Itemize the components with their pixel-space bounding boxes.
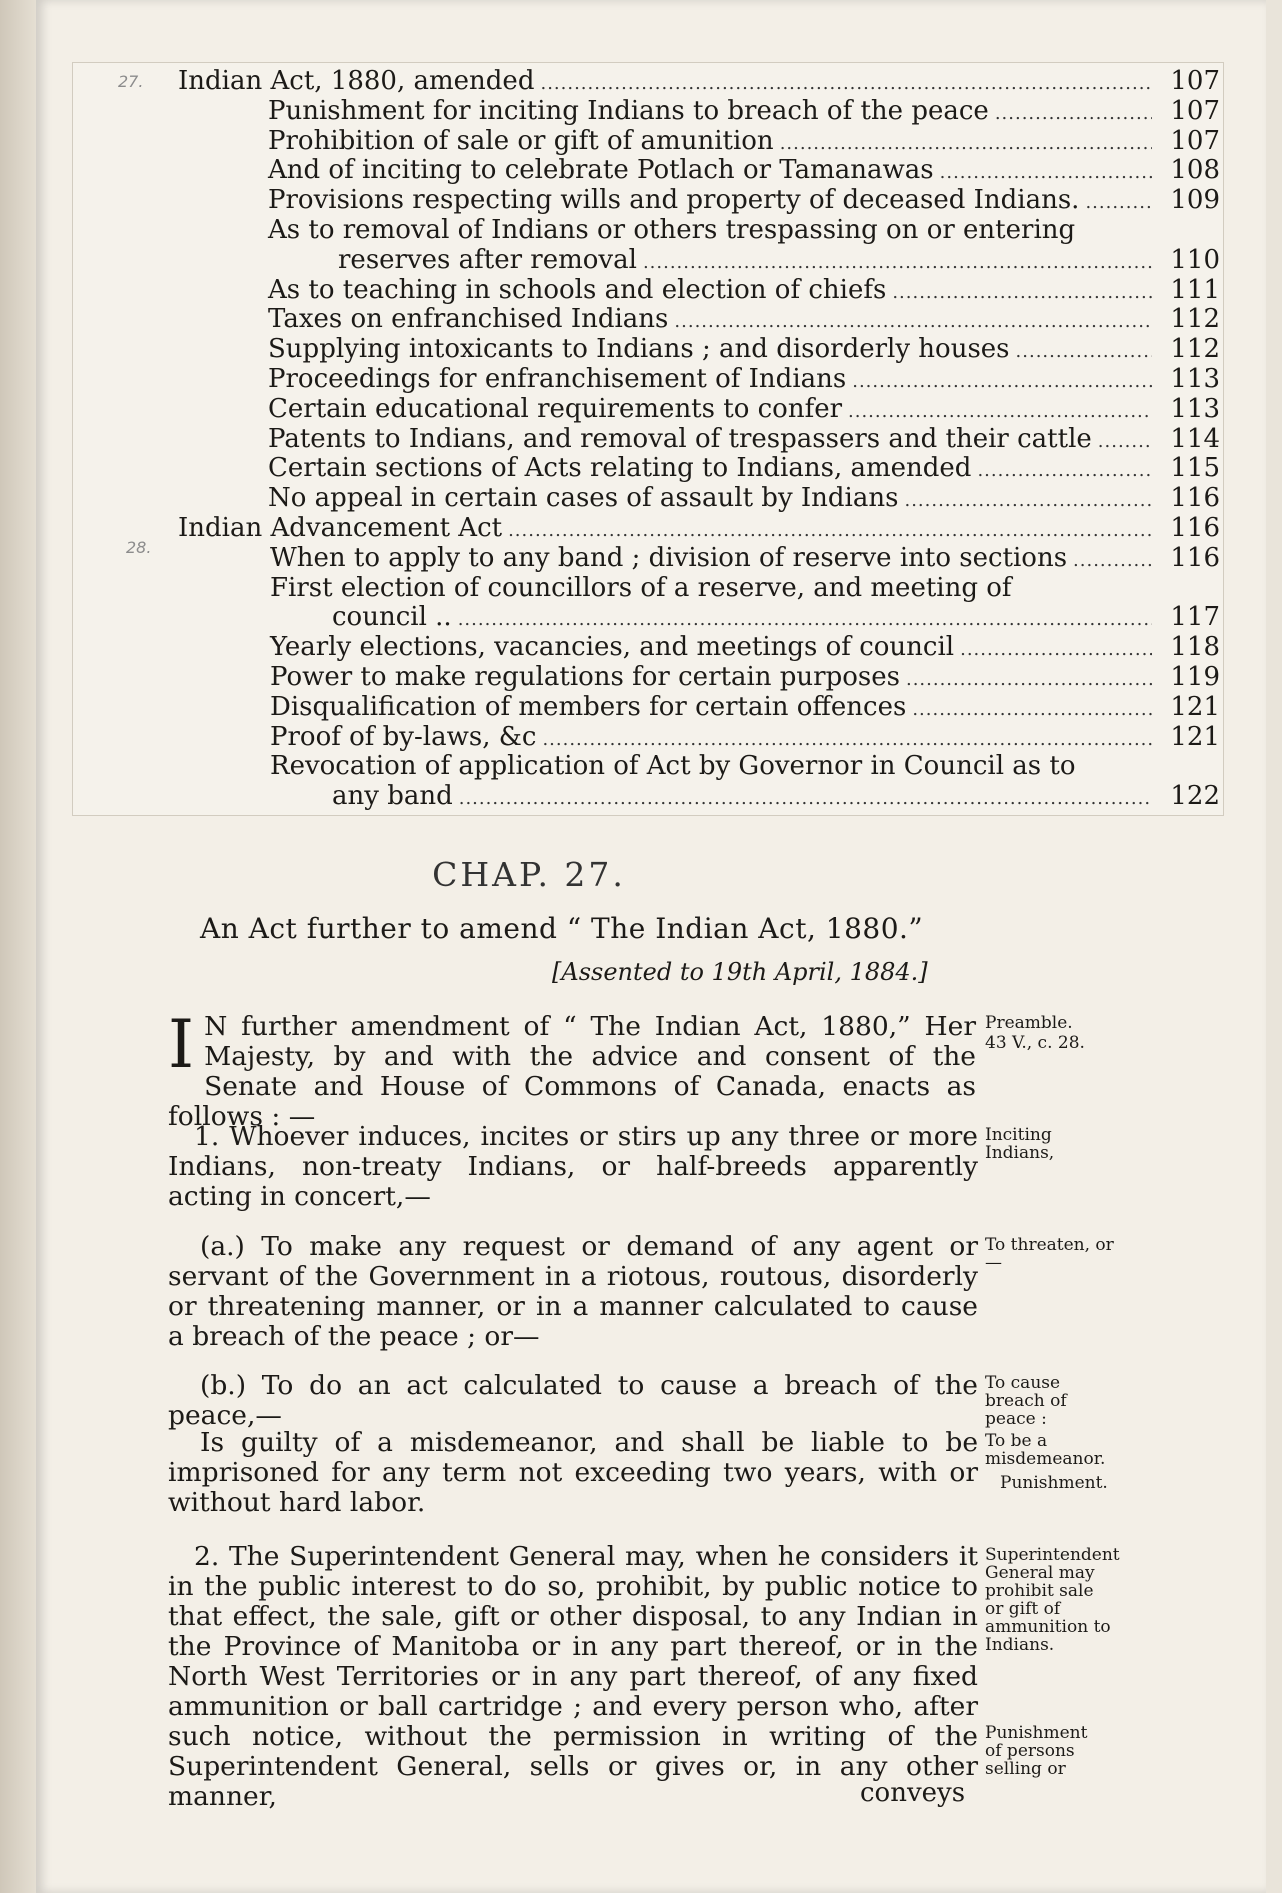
margin-note-preamble-ref: 43 V., c. 28. <box>985 1033 1085 1053</box>
section-1b: (b.) To do an act calculated to cause a breach of the peace,— <box>168 1370 978 1431</box>
catchword: conveys <box>860 1778 966 1808</box>
toc-leader-dots <box>904 486 1152 516</box>
toc-entry-row <box>268 275 1234 305</box>
toc-leader-dots <box>1016 337 1152 367</box>
toc-leader-dots <box>458 605 1152 635</box>
toc-entry-row <box>268 304 1234 334</box>
toc-leader-dots <box>1098 427 1152 457</box>
toc-page-number: 116 <box>1170 483 1220 514</box>
handwritten-note: 28. <box>126 538 152 557</box>
toc-entry-row <box>338 245 1234 275</box>
toc-entry-row <box>270 632 1234 662</box>
toc-leader-dots <box>892 278 1152 308</box>
toc-entry-title: Patents to Indians, and removal of trespassers and their cattle <box>268 423 1092 454</box>
toc-page-number: 115 <box>1170 453 1220 484</box>
toc-page-number: 116 <box>1170 513 1220 543</box>
toc-leader-dots <box>912 695 1152 725</box>
toc-leader-dots <box>459 784 1152 814</box>
toc-page-number: 114 <box>1170 423 1220 454</box>
toc-entry-row <box>270 751 1234 781</box>
toc-entry-title: Proceedings for enfranchisement of Indians <box>268 364 847 394</box>
toc-leader-dots <box>542 725 1152 755</box>
toc-entry-row <box>268 96 1234 126</box>
toc-entry-row <box>332 781 1234 811</box>
toc-entry-title: Revocation of application of Act by Governor in Council as to <box>270 751 1076 782</box>
toc-page-number: 121 <box>1170 721 1220 752</box>
handwritten-note: 27. <box>118 72 144 91</box>
toc-page-number: 119 <box>1170 662 1220 692</box>
toc-entry-row <box>268 215 1234 245</box>
toc-leader-dots <box>508 516 1152 546</box>
toc-page-number: 109 <box>1170 185 1220 216</box>
toc-entry-row <box>268 155 1234 185</box>
toc-page-number: 112 <box>1170 304 1220 335</box>
toc-page-number: 108 <box>1170 155 1220 186</box>
toc-entry-title: Proof of by-laws, &c <box>270 721 537 752</box>
toc-entry-row <box>268 364 1234 394</box>
preamble-paragraph <box>168 1006 976 1132</box>
toc-page-number: 117 <box>1170 602 1220 633</box>
toc-entry-title: Taxes on enfranchised Indians <box>268 304 669 335</box>
toc-leader-dots <box>940 158 1152 188</box>
toc-leader-dots <box>780 129 1152 159</box>
assent-date: [Assented to 19th April, 1884.] <box>552 958 928 986</box>
toc-entry-row <box>268 394 1234 424</box>
toc-entry-title: any band <box>332 781 453 812</box>
toc-entry-title: Certain sections of Acts relating to Indians, amended <box>268 453 972 484</box>
toc-entry-row <box>268 126 1234 156</box>
book-spine <box>0 0 36 1893</box>
margin-note-misdemeanor: To be a misdemeanor. <box>985 1431 1106 1469</box>
toc-section-row <box>178 513 1234 543</box>
toc-entry-row <box>332 602 1234 632</box>
toc-entry-row <box>270 662 1234 692</box>
toc-entry-title: Yearly elections, vacancies, and meetings of council <box>270 632 955 663</box>
toc-entry-title: As to removal of Indians or others trespassing on or entering <box>268 215 1076 245</box>
toc-entry-row <box>270 692 1234 722</box>
toc-entry-title: Indian Act, 1880, amended <box>178 66 535 96</box>
toc-entry-title: And of inciting to celebrate Potlach or Tamanawas <box>268 155 934 186</box>
section-2: 2. The Superintendent General may, when he considers it in the public interest to do so, prohibit, by public notice to that effect, the sale, gift or other disposal, to any Indian in the Province of Manitoba or in any part thereof, or in the North West Territories or in any part thereof, of any fixed ammunition or ball cartridge ; and every person who, after such notice, without the permission in writing of the Superintendent General, sells or gives or, in any other manner, <box>168 1541 978 1812</box>
toc-page-number: 111 <box>1170 274 1220 305</box>
toc-entry-row <box>270 722 1234 752</box>
drop-cap: I <box>168 1006 195 1083</box>
toc-entry-title: Supplying intoxicants to Indians ; and disorderly houses <box>268 334 1010 365</box>
toc-leader-dots <box>540 69 1152 99</box>
toc-leader-dots <box>906 665 1152 695</box>
toc-page-number: 121 <box>1170 691 1220 722</box>
toc-leader-dots <box>960 635 1152 665</box>
toc-entry-row <box>270 573 1234 603</box>
toc-entry-title: First election of councillors of a reserve, and meeting of <box>270 572 1012 603</box>
margin-note-cause: To cause breach of peace : <box>985 1373 1067 1429</box>
toc-page-number: 112 <box>1170 334 1220 365</box>
section-1a: (a.) To make any request or demand of any agent or servant of the Government in a riotous, routous, disorderly or threatening manner, or in a manner calculated to cause a breach of the peace ; or— <box>168 1231 978 1352</box>
toc-page-number: 122 <box>1170 781 1220 812</box>
toc-entry-row <box>268 334 1234 364</box>
margin-note-preamble: Preamble. <box>985 1013 1073 1033</box>
preamble-text: N further amendment of “ The Indian Act, 1880,” Her Majesty, by and with the advice and consent of the Senate and House of Commons of Canada, enacts as follows : — <box>168 1011 976 1132</box>
margin-note-superintendent: Superintendent General may prohibit sale or gift of ammunition to Indians. <box>985 1545 1120 1655</box>
toc-section-row <box>178 66 1234 96</box>
toc-entry-row <box>268 483 1234 513</box>
toc-page-number: 113 <box>1170 393 1220 424</box>
act-title: An Act further to amend “ The Indian Act, 1880.” <box>200 912 924 945</box>
toc-leader-dots <box>674 307 1152 337</box>
toc-leader-dots <box>848 397 1152 427</box>
section-1: 1. Whoever induces, incites or stirs up any three or more Indians, non-treaty Indians, or half-breeds apparently acting in concert,— <box>168 1121 978 1212</box>
toc-leader-dots <box>643 248 1152 278</box>
toc-leader-dots <box>977 456 1152 486</box>
toc-entry-title: Indian Advancement Act <box>178 513 503 543</box>
toc-page-number: 107 <box>1170 66 1220 96</box>
toc-entry-title: council .. <box>332 602 452 633</box>
toc-page-number: 116 <box>1170 542 1220 573</box>
toc-entry-title: Provisions respecting wills and property of deceased Indians. <box>268 185 1080 216</box>
section-1-penalty: Is guilty of a misdemeanor, and shall be liable to be imprisoned for any term not exceeding two years, with or without hard labor. <box>168 1427 978 1518</box>
toc-leader-dots <box>995 99 1152 129</box>
toc-page-number: 107 <box>1170 95 1220 126</box>
toc-entry-title: Power to make regulations for certain purposes <box>270 662 900 692</box>
toc-page-number: 110 <box>1170 244 1220 275</box>
toc-leader-dots <box>1085 188 1152 218</box>
toc-leader-dots <box>852 367 1152 397</box>
margin-note-punishment: Punishment. <box>1000 1473 1108 1493</box>
toc-entry-title: Prohibition of sale or gift of amunition <box>268 125 774 156</box>
toc-entry-title: Punishment for inciting Indians to breach of the peace <box>268 95 989 126</box>
toc-entry-title: No appeal in certain cases of assault by Indians <box>268 483 899 514</box>
margin-note-punishment-persons: Punishment of persons selling or <box>985 1723 1088 1779</box>
toc-entry-title: Disqualification of members for certain offences <box>270 691 907 722</box>
margin-note-threaten: To threaten, or— <box>985 1235 1114 1273</box>
toc-entry-title: Certain educational requirements to confer <box>268 393 843 424</box>
toc-entry-title: When to apply to any band ; division of reserve into sections <box>270 542 1068 573</box>
toc-entry-row <box>268 424 1234 454</box>
toc-entry-title: reserves after removal <box>338 244 637 275</box>
toc-page-number: 118 <box>1170 632 1220 663</box>
toc-entry-row <box>268 185 1234 215</box>
toc-entry-title: As to teaching in schools and election of chiefs <box>268 274 887 305</box>
chapter-heading: CHAP. 27. <box>432 855 626 894</box>
toc-entry-row <box>268 453 1234 483</box>
toc-page-number: 107 <box>1170 125 1220 156</box>
toc-page-number: 113 <box>1170 364 1220 394</box>
margin-note-inciting: Inciting Indians, <box>985 1125 1055 1163</box>
toc-entry-row <box>270 543 1234 573</box>
toc-leader-dots <box>1073 546 1152 576</box>
